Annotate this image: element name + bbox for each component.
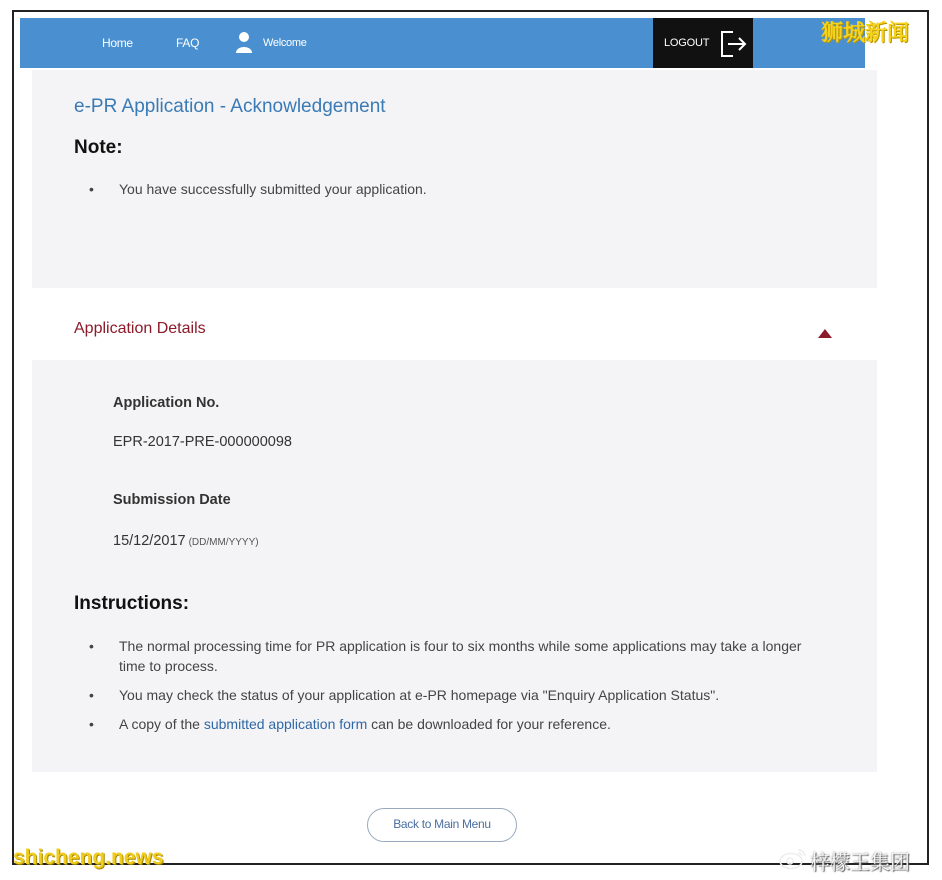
nav-welcome-text: Welcome (263, 37, 307, 49)
submission-date-label: Submission Date (113, 492, 231, 508)
instructions-heading: Instructions: (74, 593, 190, 614)
submitted-form-link[interactable]: submitted application form (203, 716, 368, 732)
watermark-bottom-left: shicheng.news (13, 846, 164, 869)
application-no-value: EPR-2017-PRE-000000098 (113, 434, 292, 450)
logout-label: LOGOUT (664, 37, 710, 49)
instruction-text-after-link: can be downloaded for your reference. (367, 716, 611, 732)
date-format-hint: (DD/MM/YYYY) (188, 537, 259, 548)
watermark-top-right: 狮城新闻 (821, 20, 910, 45)
nav-home-link[interactable]: Home (102, 36, 133, 50)
note-item: • You have successfully submitted your application. (119, 179, 819, 199)
nav-faq-link[interactable]: FAQ (176, 36, 200, 50)
submission-date: 15/12/2017 (113, 533, 186, 549)
application-details-panel (32, 360, 877, 772)
instruction-item-download (119, 714, 809, 734)
weibo-logo-icon (778, 846, 808, 870)
back-to-main-menu-button[interactable]: Back to Main Menu (367, 808, 517, 842)
submission-date-value (113, 533, 259, 549)
watermark-bottom-right-text: 梓檬王集团 (810, 852, 910, 874)
user-icon (235, 31, 253, 53)
page-title: e-PR Application - Acknowledgement (74, 96, 386, 117)
application-details-header[interactable]: Application Details (74, 320, 206, 337)
instruction-item-processing-time: • The normal processing time for PR application is four to six months while some applications may take a longer time to process. (119, 636, 809, 676)
note-heading: Note: (74, 137, 123, 158)
top-nav-bar (20, 18, 865, 68)
instruction-text-before-link: A copy of the (119, 716, 204, 732)
logout-arrow-icon (719, 29, 747, 59)
caret-up-icon[interactable] (818, 329, 832, 338)
instruction-item-status: • You may check the status of your application at e-PR homepage via "Enquiry Application Status". (119, 685, 809, 705)
logout-button[interactable] (653, 18, 753, 68)
application-no-label: Application No. (113, 395, 220, 411)
